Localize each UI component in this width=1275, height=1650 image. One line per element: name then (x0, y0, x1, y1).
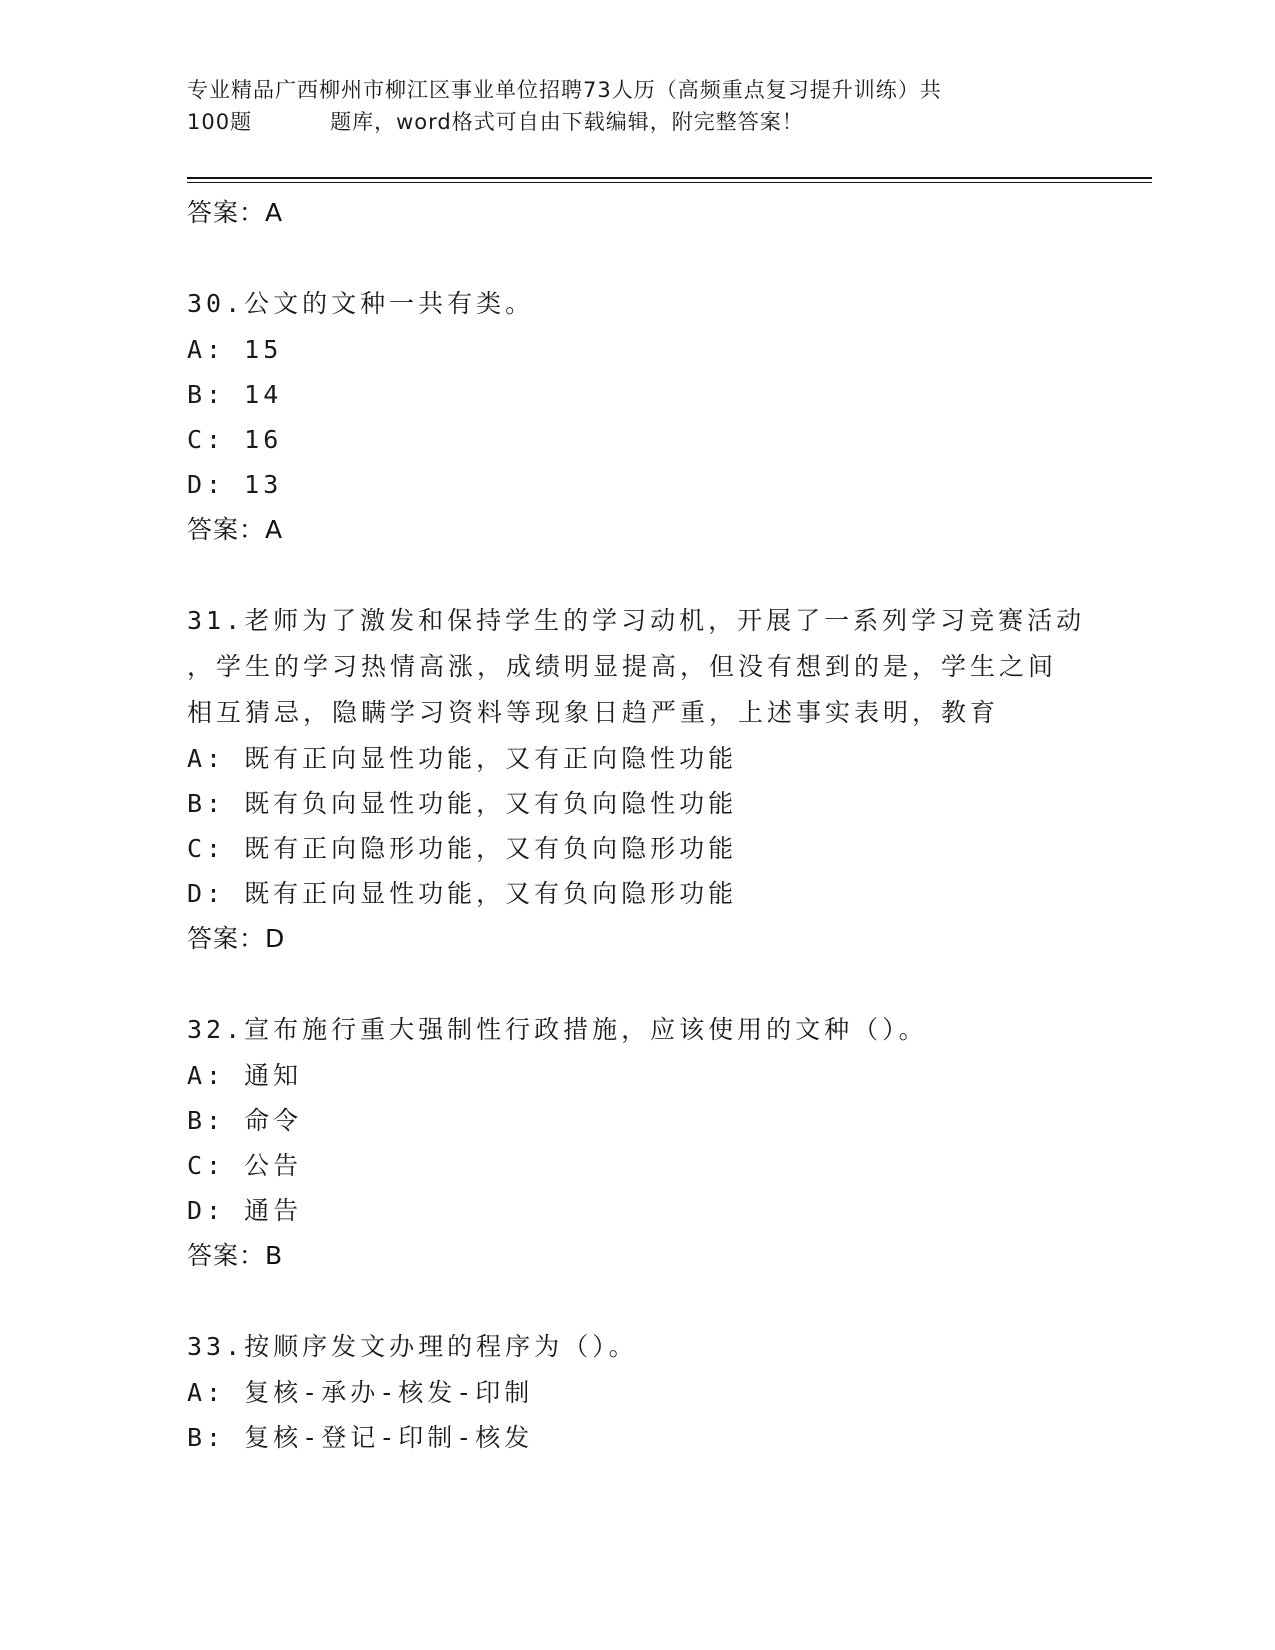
question-list (187, 190, 1147, 1460)
option-a: A: 15 (187, 335, 283, 364)
question-item (187, 281, 1147, 552)
question-stem: 30.公文的文种一共有类。 (187, 289, 535, 318)
header-divider-thin (187, 182, 1152, 183)
option-b: B: 命令 (187, 1106, 303, 1135)
header-subtitle: 题库，word格式可自由下载编辑，附完整答案！ (330, 110, 804, 134)
question-stem-continued: 相互猜忌，隐瞒学习资料等现象日趋严重，上述事实表明，教育 (187, 698, 1000, 727)
option-d: D: 通告 (187, 1196, 303, 1225)
option-a: A: 复核-承办-核发-印制 (187, 1378, 534, 1407)
question-item (187, 598, 1147, 961)
answer-label: 答案：B (187, 1241, 284, 1270)
previous-answer: 答案：A (187, 198, 284, 227)
option-a: A: 既有正向显性功能，又有正向隐性功能 (187, 744, 738, 773)
option-b: B: 既有负向显性功能，又有负向隐性功能 (187, 789, 738, 818)
question-item (187, 1324, 1147, 1460)
header-title-line-2 (187, 106, 1147, 138)
option-b: B: 复核-登记-印制-核发 (187, 1423, 534, 1452)
header-question-count: 100题 (187, 110, 253, 134)
option-c: C: 既有正向隐形功能，又有负向隐形功能 (187, 834, 738, 863)
option-c: C: 16 (187, 425, 283, 454)
header-title-line-1: 专业精品广西柳州市柳江区事业单位招聘73人历（高频重点复习提升训练）共 (187, 78, 942, 102)
option-a: A: 通知 (187, 1061, 303, 1090)
answer-label: 答案：A (187, 515, 284, 544)
option-d: D: 既有正向显性功能，又有负向隐形功能 (187, 879, 738, 908)
option-d: D: 13 (187, 470, 283, 499)
option-c: C: 公告 (187, 1151, 303, 1180)
document-header (187, 74, 1147, 138)
question-stem-continued: ，学生的学习热情高涨，成绩明显提高，但没有想到的是，学生之间 (187, 652, 1058, 681)
answer-label: 答案：D (187, 924, 286, 953)
option-b: B: 14 (187, 380, 283, 409)
question-item (187, 1007, 1147, 1278)
question-stem: 32.宣布施行重大强制性行政措施，应该使用的文种（）。 (187, 1015, 928, 1044)
question-stem: 33.按顺序发文办理的程序为（）。 (187, 1332, 638, 1361)
header-divider-thick (187, 177, 1152, 179)
question-stem: 31.老师为了激发和保持学生的学习动机，开展了一系列学习竞赛活动 (187, 606, 1086, 635)
